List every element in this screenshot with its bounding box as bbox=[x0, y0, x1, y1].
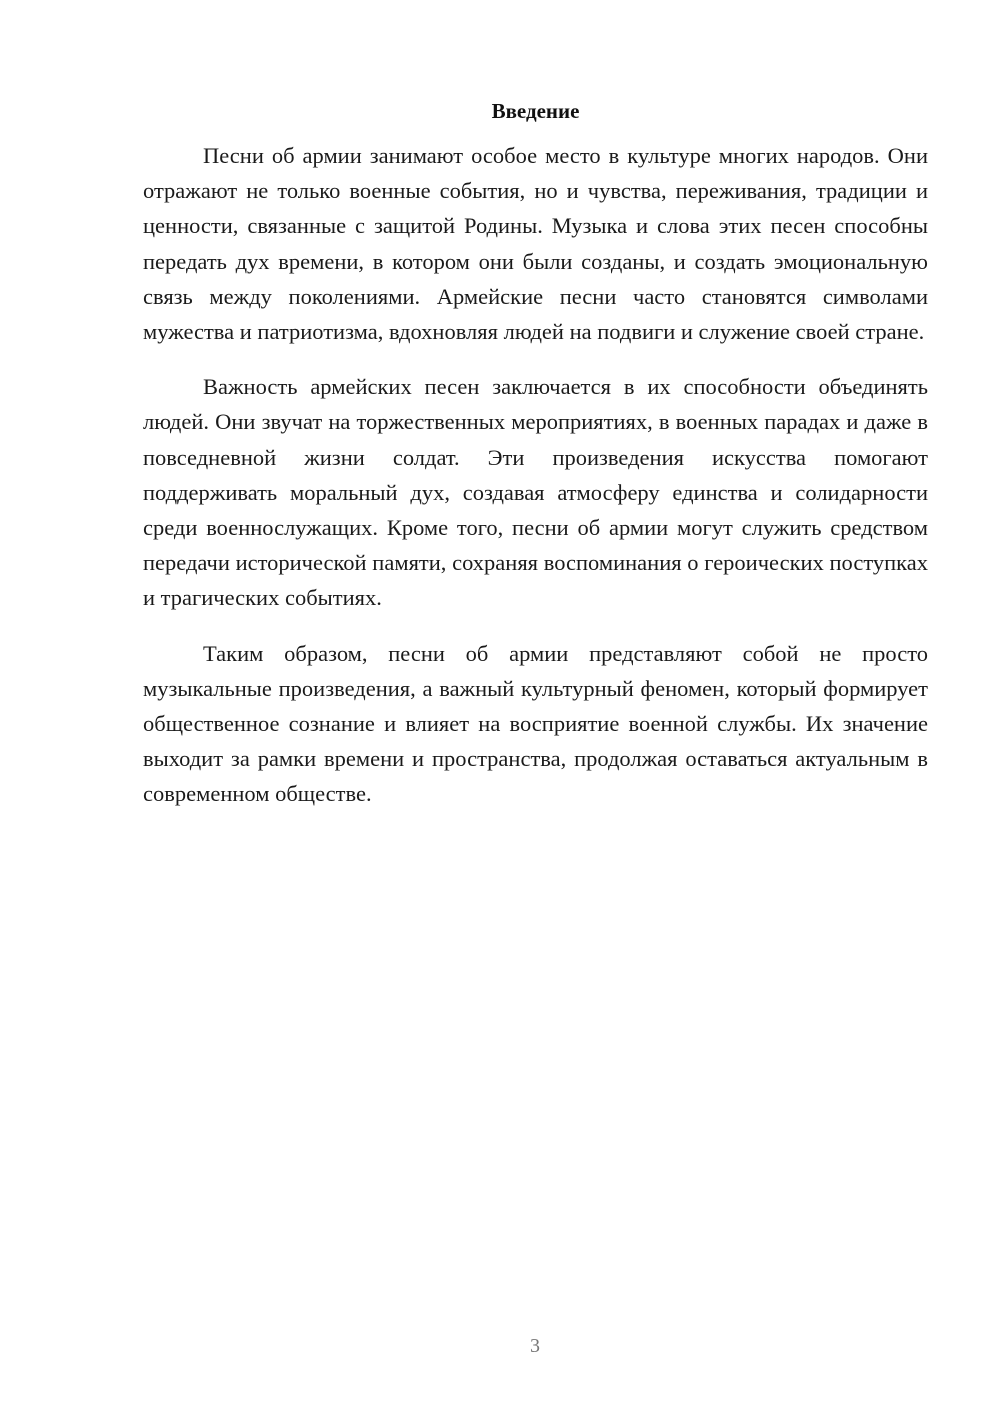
paragraph-1: Песни об армии занимают особое место в культуре многих народов. Они отражают не только военные события, но и чувства, переживания, традиции и ценности, связанные с защитой Родины. Музыка и слова этих песен способны передать дух времени, в котором они были созданы, и создать эмоциональную связь между поколениями. Армейские песни часто становятся символами мужества и патриотизма, вдохновляя людей на подвиги и служение своей стране. bbox=[143, 143, 928, 345]
paragraph-2: Важность армейских песен заключается в их способности объединять людей. Они звучат на торжественных мероприятиях, в военных парадах и даже в повседневной жизни солдат. Эти произведения искусства помогают поддерживать моральный дух, создавая атмосферу единства и солидарности среди военнослужащих. Кроме того, песни об армии могут служить средством передачи исторической памяти, сохраняя воспоминания о героических поступках и трагических событиях. bbox=[143, 374, 928, 611]
paragraph-3: Таким образом, песни об армии представляют собой не просто музыкальные произведения, а важный культурный феномен, который формирует общественное сознание и влияет на восприятие военной службы. Их значение выходит за рамки времени и пространства, продолжая оставаться актуальным в современном обществе. bbox=[143, 640, 928, 807]
page-number: 3 bbox=[530, 1335, 540, 1357]
section-heading: Введение bbox=[491, 99, 580, 123]
page-content bbox=[143, 96, 928, 832]
